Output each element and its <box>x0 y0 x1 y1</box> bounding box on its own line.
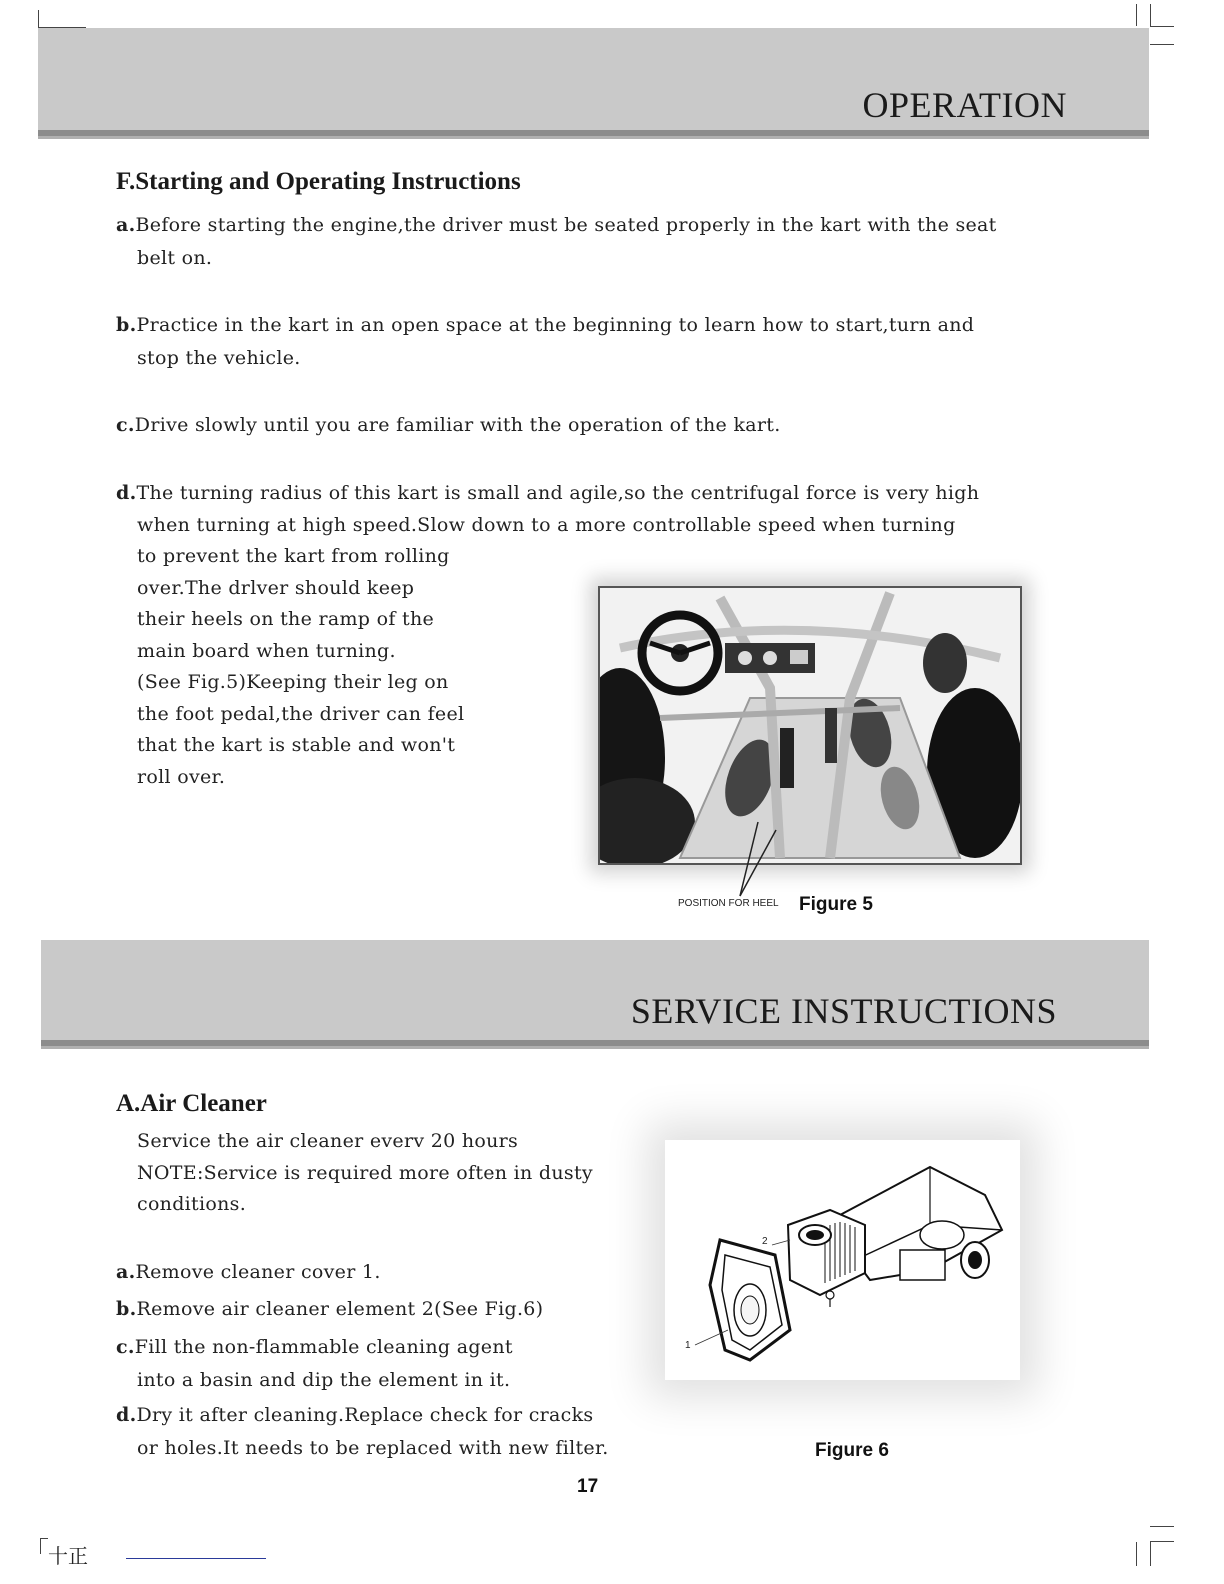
item-marker: d. <box>116 1404 137 1426</box>
air-cleaner-intro <box>116 1126 593 1221</box>
crop-mark-bottom-right-h <box>1150 1541 1174 1542</box>
figure-6-part-2-label: 2 <box>762 1236 768 1247</box>
section-f-heading: F.Starting and Operating Instructions <box>116 168 521 195</box>
service-item-d <box>116 1399 609 1465</box>
item-marker: a. <box>116 1261 136 1283</box>
item-marker: c. <box>116 1336 135 1358</box>
service-header-band <box>41 940 1149 1046</box>
item-text: into a basin and dip the element in it. <box>137 1369 511 1391</box>
item-marker: a. <box>116 214 136 236</box>
item-text: Remove cleaner cover 1. <box>135 1261 381 1283</box>
page-number: 17 <box>577 1476 599 1497</box>
figure-6-part-1-label: 1 <box>685 1340 691 1351</box>
item-text: Fill the non-flammable cleaning agent <box>134 1336 513 1358</box>
item-text: when turning at high speed.Slow down to a more controllable speed when turning <box>137 513 956 536</box>
item-text: Remove air cleaner element 2(See Fig.6) <box>136 1298 544 1320</box>
item-text: over.The drlver should keep <box>137 576 415 599</box>
crop-mark-top-left <box>38 10 39 28</box>
section-f-item-a <box>116 209 997 275</box>
operation-header-band <box>38 28 1149 136</box>
item-text: belt on. <box>137 247 213 269</box>
item-text: to prevent the kart from rolling <box>137 545 450 567</box>
item-marker: d. <box>116 482 137 504</box>
intro-text: NOTE:Service is required more often in dusty <box>137 1161 593 1184</box>
figure-5-caption: Figure 5 <box>799 894 873 915</box>
service-item-b <box>116 1293 543 1326</box>
section-f-item-b <box>116 309 974 375</box>
footer-mark-tick <box>40 1538 41 1554</box>
heel-pointer-lines <box>730 820 790 900</box>
crop-mark-top-right-2 <box>1150 4 1151 26</box>
item-text: (See Fig.5)Keeping their leg on <box>137 671 449 693</box>
crop-mark-bottom-right-h2 <box>1150 1526 1174 1527</box>
crop-mark-top-right-h <box>1150 26 1174 27</box>
item-text: roll over. <box>137 765 226 788</box>
crop-mark-bottom-right-2 <box>1150 1542 1151 1566</box>
air-cleaner-heading: A.Air Cleaner <box>116 1090 267 1117</box>
air-cleaner-diagram <box>680 1155 1010 1375</box>
footer-underline <box>126 1558 266 1559</box>
item-text: or holes.It needs to be replaced with new filter. <box>137 1437 609 1459</box>
item-text: Drive slowly until you are familiar with the operation of the kart. <box>134 414 781 436</box>
footer-mark: 十正 <box>48 1544 88 1568</box>
item-marker: b. <box>116 314 137 336</box>
service-item-a <box>116 1256 381 1289</box>
service-title: SERVICE INSTRUCTIONS <box>630 991 1057 1031</box>
figure-5-heel-label: POSITION FOR HEEL <box>678 898 779 909</box>
intro-text: Service the air cleaner everv 20 hours <box>137 1130 519 1152</box>
intro-text: conditions. <box>137 1193 247 1215</box>
operation-title: OPERATION <box>862 85 1067 125</box>
item-marker: c. <box>116 414 135 436</box>
crop-mark-top-right <box>1136 4 1137 26</box>
section-f-item-c <box>116 409 781 442</box>
crop-mark-top-right-h2 <box>1150 44 1174 45</box>
service-item-c <box>116 1331 513 1397</box>
item-text: Before starting the engine,the driver must be seated properly in the kart with the seat <box>135 214 997 236</box>
figure-5-photo <box>598 586 1022 865</box>
item-text: The turning radius of this kart is small and agile,so the centrifugal force is very high <box>136 482 980 504</box>
item-text: their heels on the ramp of the <box>137 608 435 630</box>
item-text: Dry it after cleaning.Replace check for cracks <box>136 1404 594 1426</box>
item-text: the foot pedal,the driver can feel <box>137 702 465 725</box>
item-text: Practice in the kart in an open space at the beginning to learn how to start,turn and <box>136 314 975 336</box>
crop-mark-bottom-right <box>1136 1542 1137 1566</box>
item-text: that the kart is stable and won't <box>137 734 456 756</box>
item-text: stop the vehicle. <box>137 347 301 369</box>
item-marker: b. <box>116 1298 137 1320</box>
footer-mark-tick-h <box>40 1538 48 1539</box>
kart-cockpit-illustration <box>600 588 1020 863</box>
item-text: main board when turning. <box>137 639 396 662</box>
figure-6-caption: Figure 6 <box>815 1440 889 1461</box>
